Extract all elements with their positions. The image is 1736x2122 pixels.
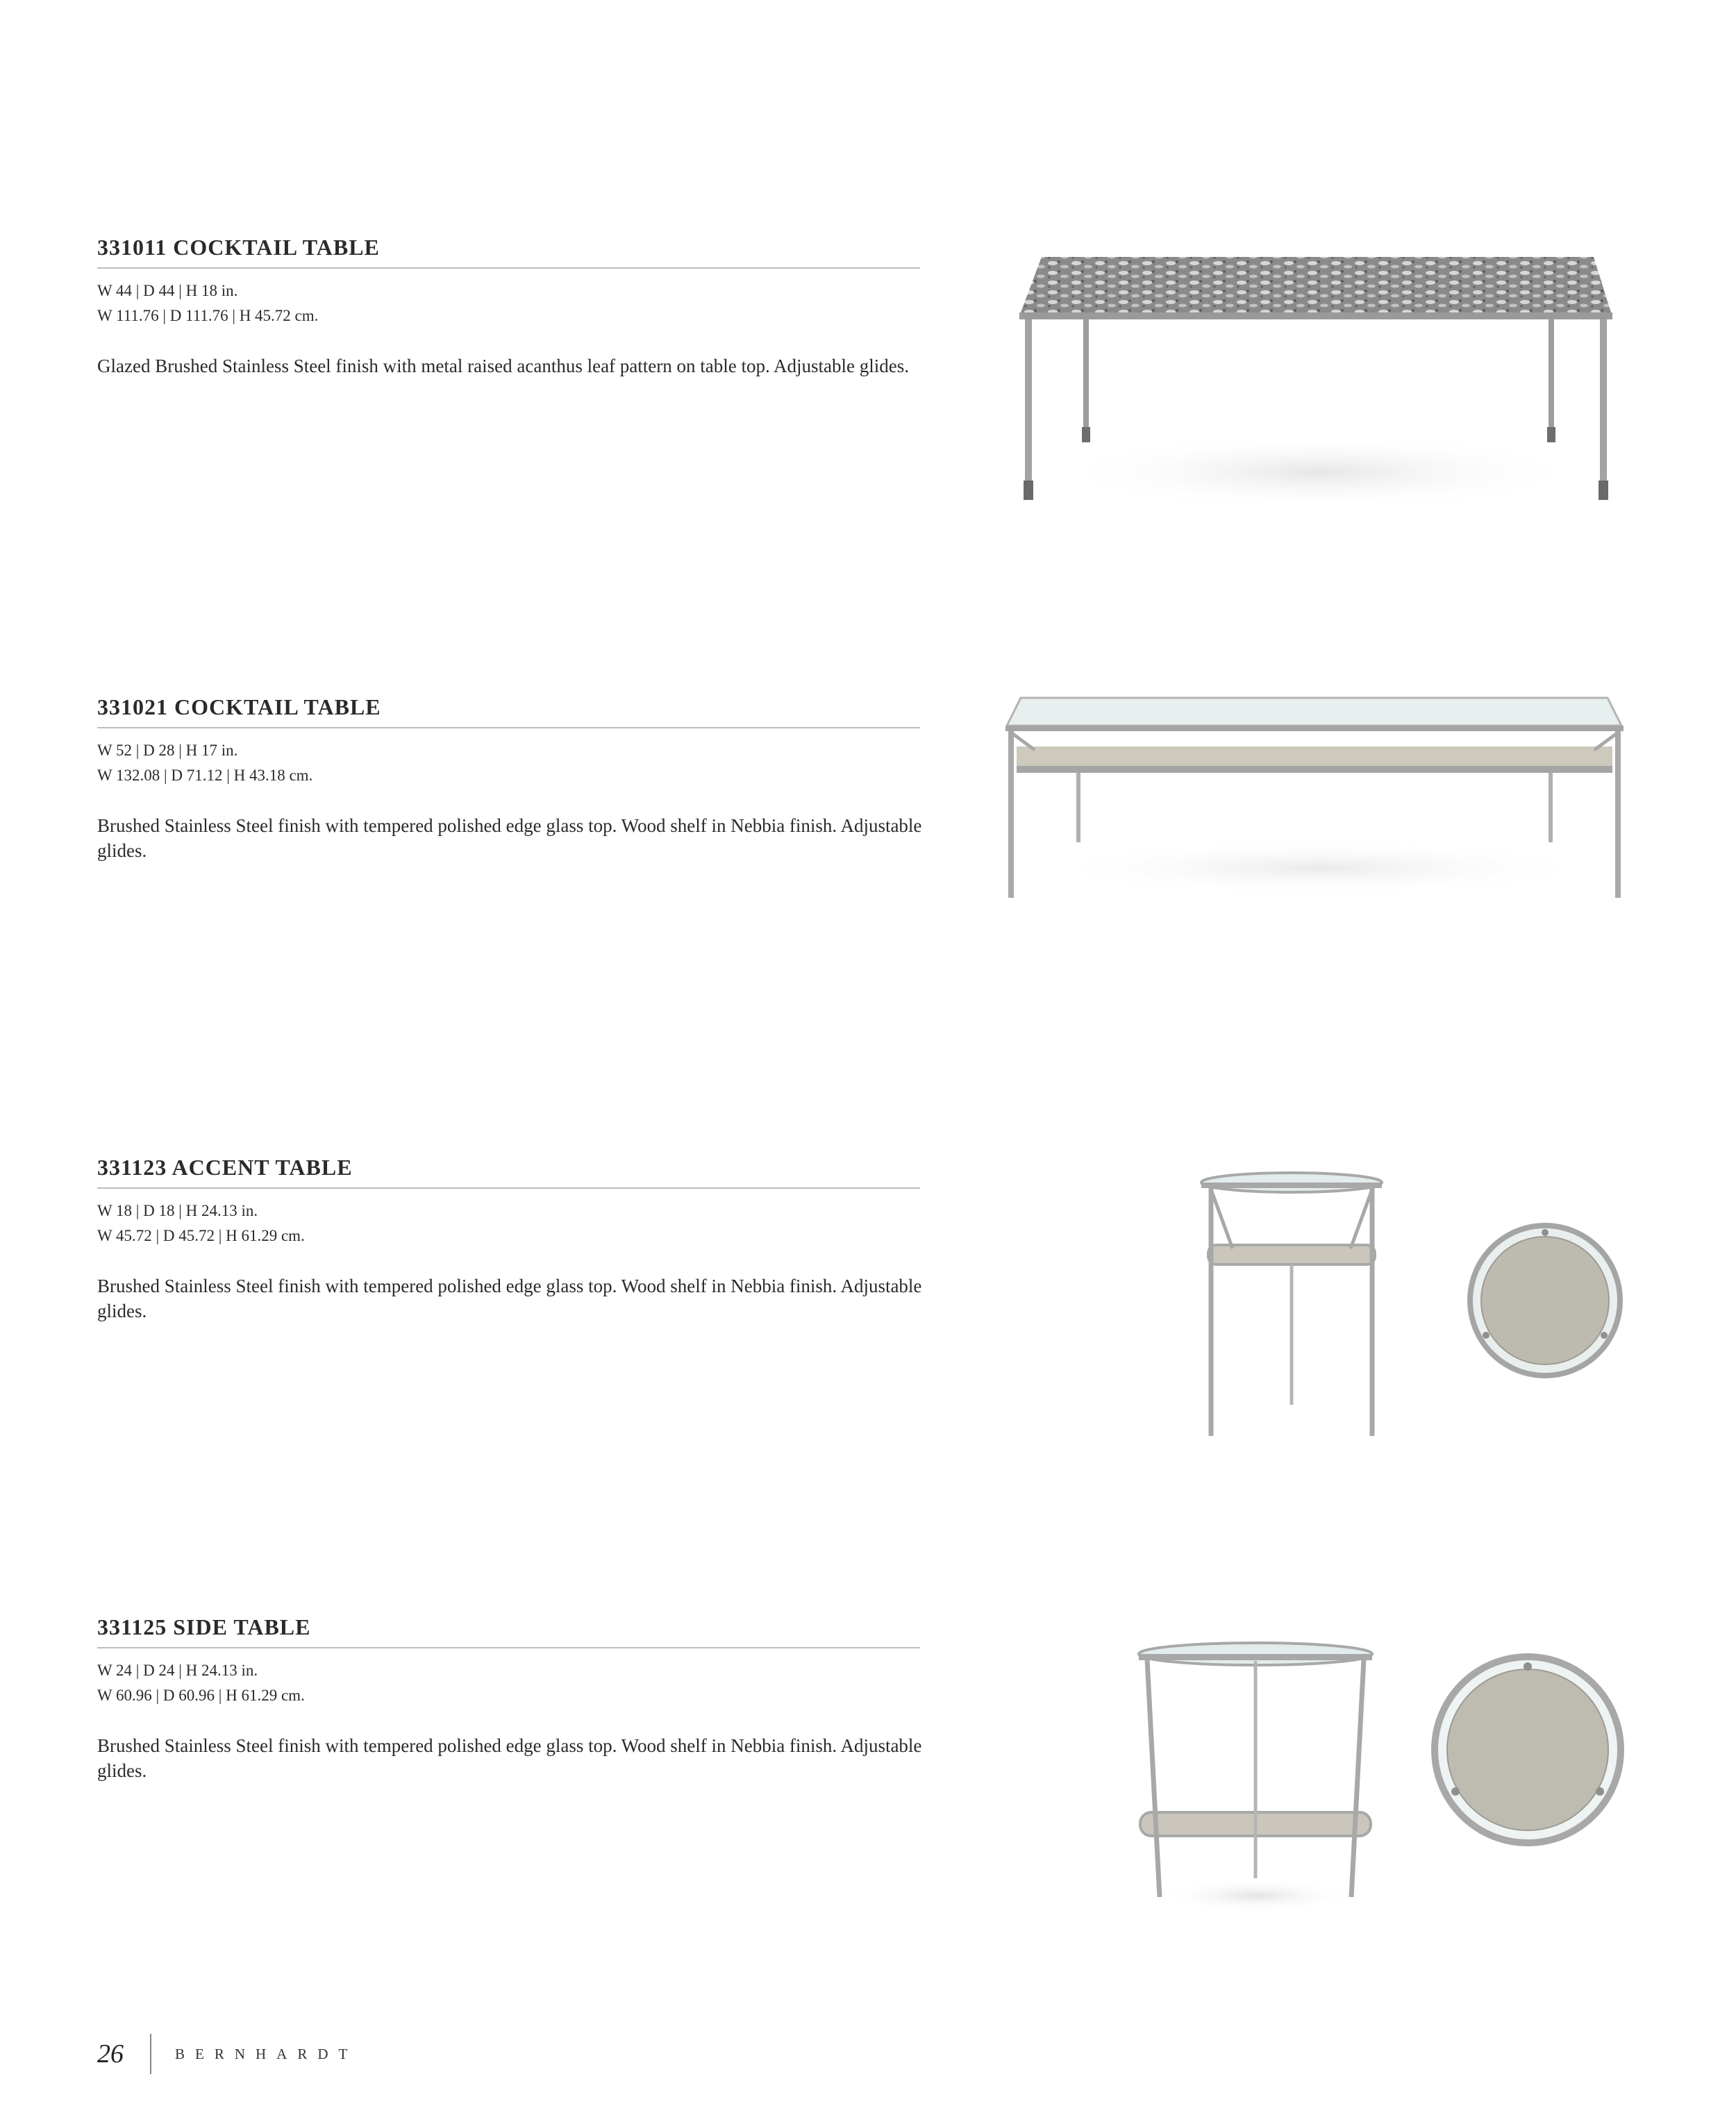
dims-centimeters: W 45.72 | D 45.72 | H 61.29 cm. xyxy=(97,1227,305,1244)
dims-inches: W 44 | D 44 | H 18 in. xyxy=(97,282,238,299)
dims-centimeters: W 60.96 | D 60.96 | H 61.29 cm. xyxy=(97,1687,305,1704)
dims-centimeters: W 132.08 | D 71.12 | H 43.18 cm. xyxy=(97,767,313,784)
product-text xyxy=(97,235,920,397)
product-text xyxy=(97,1155,920,1342)
product-title: 331125 SIDE TABLE xyxy=(97,1614,920,1648)
side-table-icon xyxy=(1132,1639,1646,1916)
page-footer xyxy=(97,2033,358,2075)
dims-inches: W 18 | D 18 | H 24.13 in. xyxy=(97,1202,258,1219)
footer-divider xyxy=(150,2034,151,2074)
product-title: 331021 COCKTAIL TABLE xyxy=(97,694,920,728)
product-description: Brushed Stainless Steel finish with tempered polished edge glass top. Wood shelf in Nebbia finish. Adjustable glides. xyxy=(97,1735,922,1781)
accent-table-icon xyxy=(1167,1169,1653,1446)
dims-inches: W 52 | D 28 | H 17 in. xyxy=(97,742,238,759)
product-description: Brushed Stainless Steel finish with tempered polished edge glass top. Wood shelf in Nebbia finish. Adjustable glides. xyxy=(97,815,922,861)
cocktail-table-leaf-top-icon xyxy=(1000,250,1625,528)
dims-centimeters: W 111.76 | D 111.76 | H 45.72 cm. xyxy=(97,307,319,324)
product-title: 331011 COCKTAIL TABLE xyxy=(97,235,920,269)
product-dimensions xyxy=(97,278,920,328)
cocktail-table-glass-top-icon xyxy=(993,694,1660,903)
product-dimensions xyxy=(97,1658,920,1708)
product-title: 331123 ACCENT TABLE xyxy=(97,1155,920,1189)
product-dimensions xyxy=(97,1198,920,1248)
product-text xyxy=(97,694,920,882)
product-description: Glazed Brushed Stainless Steel finish with metal raised acanthus leaf pattern on table top. Adjustable glides. xyxy=(97,356,909,376)
product-description: Brushed Stainless Steel finish with tempered polished edge glass top. Wood shelf in Nebbia finish. Adjustable glides. xyxy=(97,1276,922,1321)
product-dimensions xyxy=(97,738,920,788)
brand-name: BERNHARDT xyxy=(175,2045,358,2062)
page-number: 26 xyxy=(97,2039,124,2069)
product-text xyxy=(97,1614,920,1802)
dims-inches: W 24 | D 24 | H 24.13 in. xyxy=(97,1662,258,1679)
